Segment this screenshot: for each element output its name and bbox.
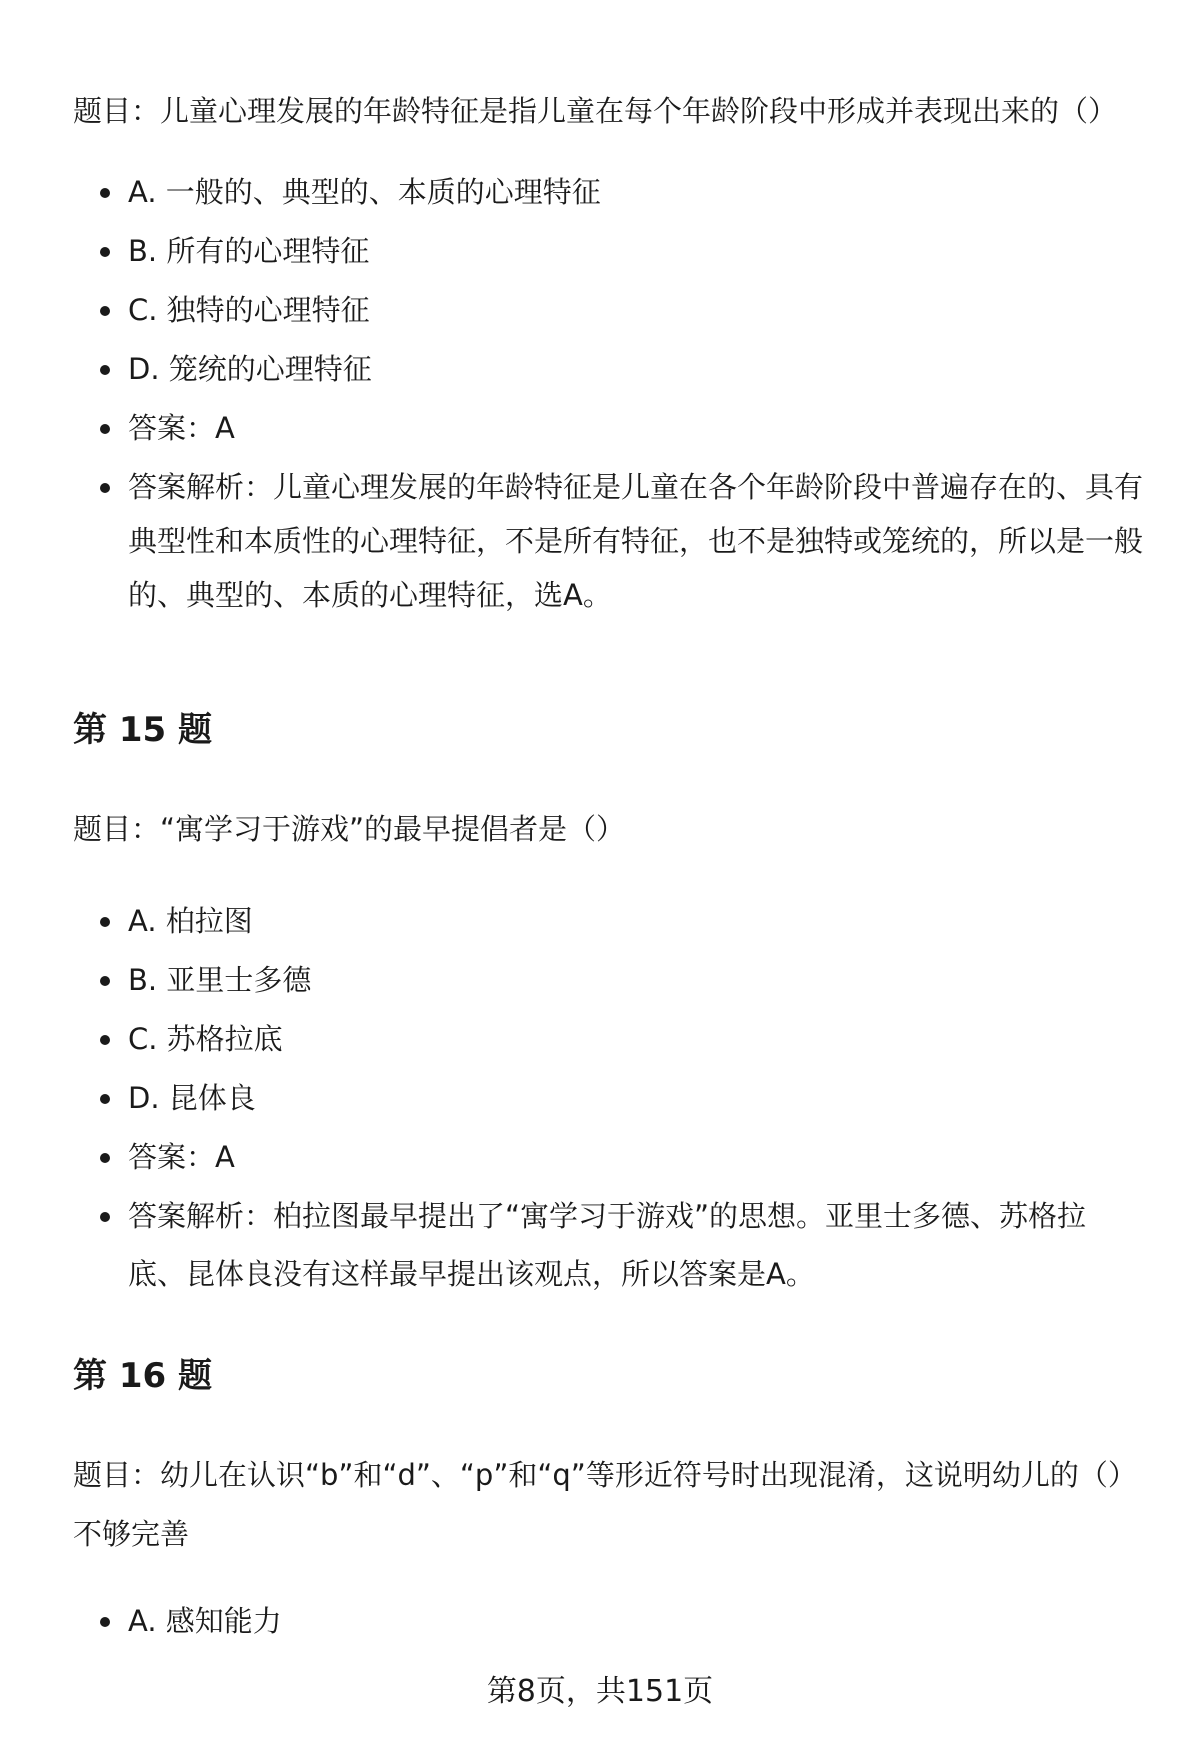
option-a: A. 柏拉图 [73,892,1143,951]
option-d: D. 笼统的心理特征 [73,340,1143,399]
question-stem: 题目：“寓学习于游戏”的最早提倡者是（） [73,812,626,846]
option-d: D. 昆体良 [73,1069,1143,1128]
option-a: A. 一般的、典型的、本质的心理特征 [73,163,1143,222]
option-a: A. 感知能力 [73,1592,1143,1651]
answer: 答案：A [73,399,1143,458]
option-b: B. 亚里士多德 [73,951,1143,1010]
option-c: C. 苏格拉底 [73,1010,1143,1069]
answer-analysis: 答案解析：儿童心理发展的年龄特征是儿童在各个年龄阶段中普遍存在的、具有典型性和本质性的心理特征，不是所有特征，也不是独特或笼统的，所以是一般的、典型的、本质的心理特征，选A。 [73,458,1143,622]
question-heading: 第 16 题 [73,1356,212,1396]
option-list [73,1592,1143,1651]
question-heading: 第 15 题 [73,710,212,750]
option-c: C. 独特的心理特征 [73,281,1143,340]
answer: 答案：A [73,1128,1143,1187]
option-list [73,892,1143,1303]
option-list [73,163,1143,622]
option-b: B. 所有的心理特征 [73,222,1143,281]
question-stem: 题目：儿童心理发展的年龄特征是指儿童在每个年龄阶段中形成并表现出来的（） [73,94,1118,128]
answer-analysis: 答案解析：柏拉图最早提出了“寓学习于游戏”的思想。亚里士多德、苏格拉底、昆体良没有这样最早提出该观点，所以答案是A。 [73,1187,1143,1303]
question-stem: 题目：幼儿在认识“b”和“d”、“p”和“q”等形近符号时出现混淆，这说明幼儿的（）不够完善 [73,1458,1137,1551]
page-number: 第8页，共151页 [486,1674,714,1709]
